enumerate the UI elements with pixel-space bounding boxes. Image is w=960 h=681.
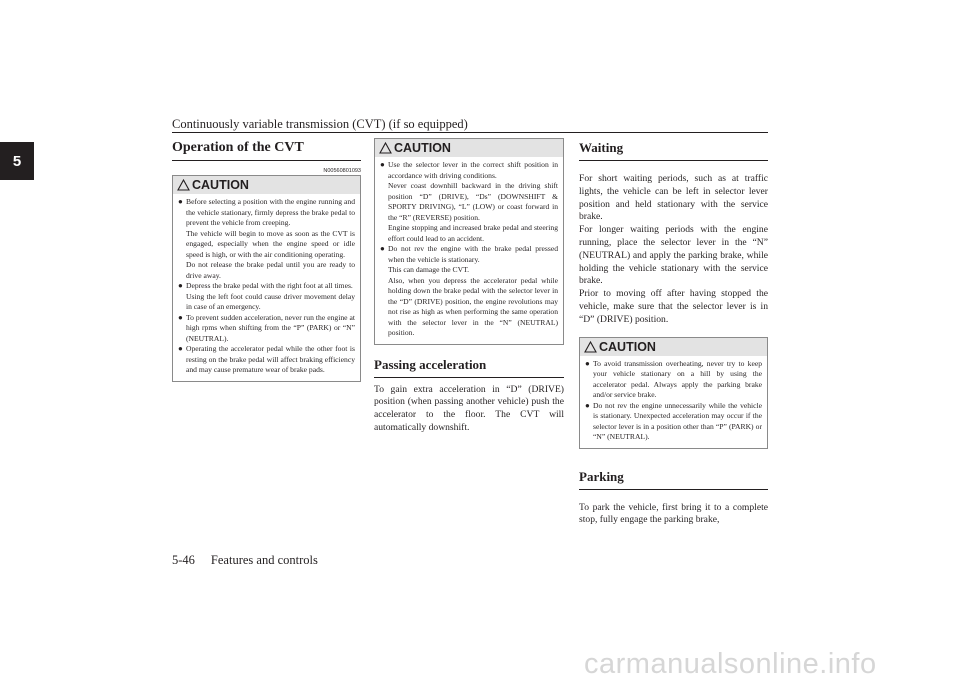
caution-line: This can damage the CVT. (388, 265, 470, 274)
passing-text (374, 384, 564, 435)
caution-line: Do not rev the engine with the brake pedal pressed when the vehicle is stationary. (388, 244, 558, 264)
caution-body (173, 194, 360, 381)
parking-text (579, 502, 768, 528)
warning-triangle-icon (177, 179, 190, 191)
caution-box-operation (172, 175, 361, 382)
page-footer (172, 553, 318, 568)
parking-paragraph: To park the vehicle, first bring it to a complete stop, fully engage the parking brake, (579, 501, 768, 526)
parking-heading: Parking (579, 467, 768, 490)
caution-header (580, 338, 767, 356)
watermark: carmanualsonline.info (584, 648, 877, 680)
caution-line: Engine stopping and increased brake pedal and steering effort could lead to an accident. (388, 223, 558, 243)
caution-box-shift (374, 138, 564, 345)
column-shift (374, 138, 564, 435)
bullet-icon: ● (178, 281, 183, 290)
caution-line: Never coast downhill backward in the driving shift position “D” (DRIVE), “Ds” (DOWNSHIFT & SPORTY DRIVING), “L” (LOW) or coast forward in the “R” (REVERSE) position. (388, 181, 558, 222)
caution-item (380, 160, 558, 244)
reference-code: N00560801093 (323, 168, 361, 174)
caution-line: Depress the brake pedal with the right foot at all times. (186, 281, 353, 290)
bullet-icon: ● (380, 160, 385, 169)
caution-line: Operating the accelerator pedal while the other foot is resting on the brake pedal will affect braking efficiency and may cause premature wear of brake pads. (186, 344, 355, 374)
warning-triangle-icon (379, 142, 392, 154)
waiting-paragraph: For longer waiting periods with the engine running, place the selector lever in the “N” (NEUTRAL) and apply the parking brake, while holding the vehicle stationary with the service brake. (579, 224, 768, 287)
passing-heading: Passing acceleration (374, 355, 564, 378)
waiting-paragraph: For short waiting periods, such as at traffic lights, the vehicle can be left in selector lever position and held stationary with the service brake. (579, 173, 768, 223)
caution-item (585, 401, 762, 443)
caution-line: To avoid transmission overheating, never try to keep your vehicle stationary on a hill by using the accelerator pedal. Always apply the parking brake and/or service brake. (593, 358, 762, 400)
passing-paragraph: To gain extra acceleration in “D” (DRIVE) position (when passing another vehicle) push the accelerator to the floor. The CVT will automatically downshift. (374, 383, 564, 433)
column-waiting (579, 138, 768, 527)
caution-header (173, 176, 360, 194)
header-rule (172, 132, 768, 133)
operation-heading-text: Operation of the CVT (172, 140, 304, 155)
page-header-title: Continuously variable transmission (CVT) (if so equipped) (172, 117, 468, 131)
column-operation (172, 138, 361, 382)
operation-heading (172, 138, 361, 174)
caution-item (178, 281, 355, 313)
caution-item (380, 244, 558, 339)
bullet-icon: ● (585, 358, 590, 368)
caution-item (178, 197, 355, 281)
page-number: 5-46 (172, 553, 195, 567)
caution-line: The vehicle will begin to move as soon as the CVT is engaged, especially when the engine speed or idle speed is high, or with the air conditioning operating. (186, 228, 355, 259)
waiting-heading: Waiting (579, 138, 768, 161)
caution-box-waiting (579, 337, 768, 449)
waiting-paragraph: Prior to moving off after having stopped the vehicle, make sure that the selector lever is in “D” (DRIVE) position. (579, 288, 768, 325)
caution-line: Using the left foot could cause driver movement delay in case of an emergency. (186, 291, 355, 311)
footer-section: Features and controls (210, 553, 318, 567)
bullet-icon: ● (380, 244, 385, 253)
bullet-icon: ● (178, 312, 183, 322)
caution-label: CAUTION (394, 141, 451, 155)
caution-item (178, 313, 355, 345)
chapter-tab: 5 (0, 142, 34, 180)
caution-line: Use the selector lever in the correct shift position in accordance with driving conditions. (388, 160, 558, 180)
caution-label: CAUTION (192, 178, 249, 192)
caution-line: Also, when you depress the accelerator pedal while holding down the brake pedal with the selector lever in the “D” (DRIVE) position, the engine revolutions may not rise as high as when performing the same operation with the selector lever in the “N” (NEUTRAL) position. (388, 275, 558, 337)
caution-line: To prevent sudden acceleration, never run the engine at high rpms when shifting from the “P” (PARK) or “N” (NEUTRAL). (186, 312, 355, 343)
caution-header (375, 139, 563, 157)
waiting-text (579, 173, 768, 327)
warning-triangle-icon (584, 341, 597, 353)
caution-line: Before selecting a position with the engine running and the vehicle stationary, firmly depress the brake pedal to prevent the vehicle from creeping. (186, 197, 355, 227)
caution-label: CAUTION (599, 339, 656, 354)
caution-item (178, 344, 355, 376)
bullet-icon: ● (178, 344, 183, 353)
bullet-icon: ● (178, 197, 183, 206)
caution-body (580, 356, 767, 448)
caution-line: Do not release the brake pedal until you are ready to drive away. (186, 260, 355, 280)
caution-line: Do not rev the engine unnecessarily while the vehicle is stationary. Unexpected acceleration may occur if the selector lever is in a position other than “P” (PARK) or “N” (NEUTRAL). (593, 400, 762, 442)
caution-body (375, 157, 563, 344)
bullet-icon: ● (585, 400, 590, 410)
caution-item (585, 359, 762, 401)
